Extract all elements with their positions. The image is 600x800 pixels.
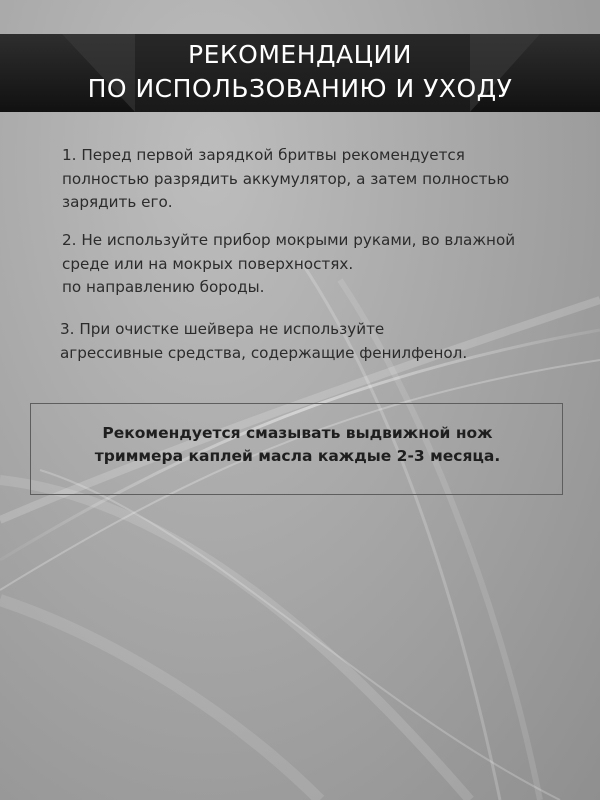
maintenance-notice-box bbox=[30, 403, 563, 495]
header-banner bbox=[0, 34, 600, 112]
recommendation-1-line: 1. Перед первой зарядкой бритвы рекомендуется bbox=[62, 146, 465, 164]
recommendation-2-line: по направлению бороды. bbox=[62, 278, 265, 296]
recommendation-2-line: среде или на мокрых поверхностях. bbox=[62, 254, 354, 273]
recommendation-1-line: полностью разрядить аккумулятор, а затем полностью bbox=[62, 169, 510, 188]
page-title-line-2: ПО ИСПОЛЬЗОВАНИЮ И УХОДУ bbox=[87, 74, 513, 103]
notice-line-2: триммера каплей масла каждые 2-3 месяца. bbox=[94, 447, 501, 465]
recommendation-3-line: 3. При очистке шейвера не используйте bbox=[60, 320, 385, 338]
recommendation-1 bbox=[62, 144, 582, 215]
notice-line-1: Рекомендуется смазывать выдвижной нож bbox=[102, 424, 493, 442]
recommendation-2 bbox=[62, 229, 582, 300]
recommendation-1-line: зарядить его. bbox=[62, 193, 173, 211]
recommendation-2-line: 2. Не используйте прибор мокрыми руками, во влажной bbox=[62, 231, 516, 249]
recommendation-3 bbox=[60, 318, 580, 365]
recommendation-3-line: агрессивные средства, содержащие фенилфенол. bbox=[60, 343, 468, 362]
page-title-line-1: РЕКОМЕНДАЦИИ bbox=[188, 40, 412, 69]
